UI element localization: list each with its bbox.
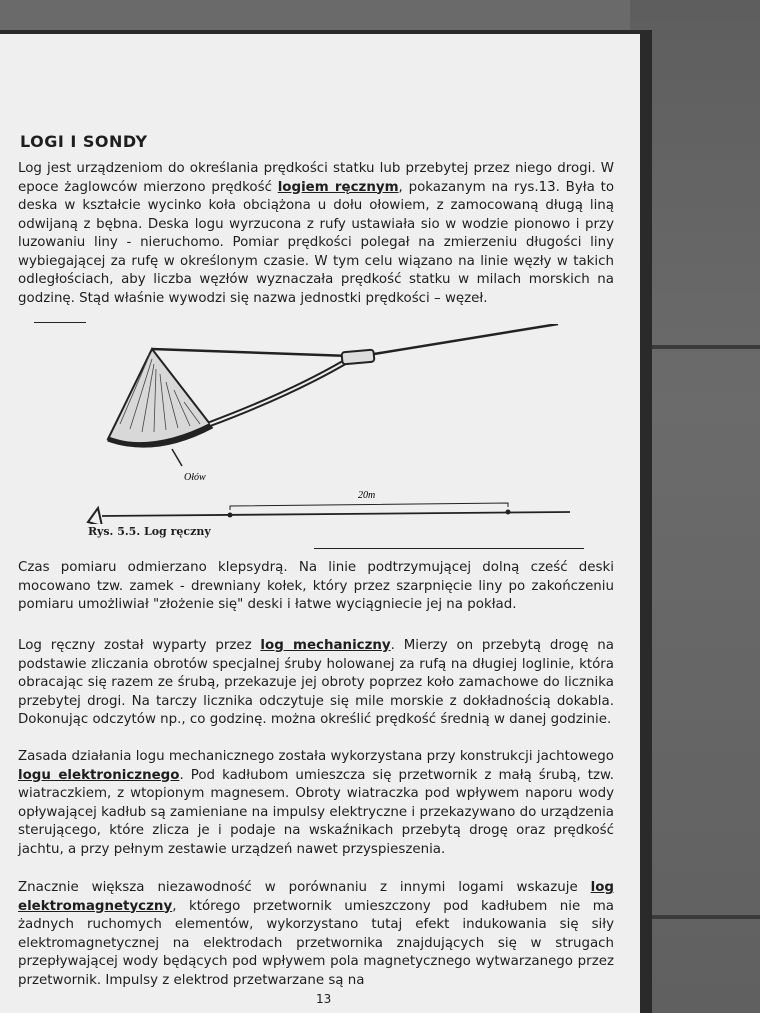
paragraph-log-elektroniczny — [18, 748, 614, 859]
term-log-elektromagnetyczny: log elektromagnetyczny — [18, 880, 614, 914]
text: Zasada działania logu mechanicznego została wykorzystana przy konstrukcji jachtowego — [18, 749, 614, 764]
term-log-elektroniczny: logu elektronicznego — [18, 767, 180, 783]
text: Znacznie większa niezawodność w porównaniu z innymi logami wskazuje — [18, 880, 591, 895]
log-line — [374, 324, 558, 354]
text: . Mierzy on przebytą drogę na podstawie zliczania obrotów specjalnej śruby holowanej za rufą na długiej loglinie, która obracając się razem ze śrubą, przekazuje jej obroty poprzez koło zamachowe do licznika przebytej drogi. Na tarczy licznika odczytuje się mile morskie z dokładnością dokabla. Dokonując odczytów np., co godzinę. można określić prędkość średnią w danej godzinie. — [18, 638, 614, 727]
log-reczny-figure — [80, 324, 580, 524]
page-number: 13 — [316, 992, 332, 1006]
background-divider — [640, 915, 760, 919]
schematic-board-icon — [88, 508, 102, 524]
section-heading: LOGI I SONDY — [20, 132, 148, 151]
paragraph-klepsydra: Czas pomiaru odmierzano klepsydrą. Na linie podtrzymującej dolną cześć deski mocowano tzw. zamek - drewniany kołek, który przez szarpnięcie liny po zakończeniu pomiaru umożliwiał "złożenie się" deski i łatwe wyciągniecie jej na pokład. — [18, 560, 614, 612]
document-page — [0, 34, 640, 1013]
caption-rule — [314, 548, 584, 549]
divider-line — [34, 322, 86, 323]
text: Log ręczny został wyparty przez — [18, 638, 261, 653]
label-lead: Ołów — [184, 472, 206, 483]
knot-mark — [506, 510, 511, 515]
background-divider — [640, 345, 760, 349]
paragraph-log-mechaniczny — [18, 637, 614, 730]
lead-pointer — [172, 449, 182, 466]
figure-caption: Rys. 5.5. Log ręczny — [88, 525, 211, 538]
text: . Pod kadłubom umieszcza się przetwornik z małą śrubą, tzw. wiatraczkiem, z wtopionym magnesem. Obroty wiatraczka pod wpływem naporu wody opływającej kadłub są zamieniane na impulsy elektryczne i przekazywano do urządzenia sterującego, które zlicza je i podaje na wskaźnikach przebytą drogę oraz prędkość jachtu, a przy pełnym zestawie urządzeń nawet przyspieszenia. — [18, 767, 614, 857]
bridle-line-bottom — [210, 362, 345, 424]
text: , pokazanym na rys.13. Była to deska w kształcie wycinko koła obciążona u dołu ołowiem, z zamocowaną długą liną odwijaną z bębna. Deska logu wyrzucona z rufy ustawiała sio w wodzie pionowo i przy luzowaniu liny - nieruchomo. Pomiar prędkości polegał na zmierzeniu długości liny wybiegającej za rufę w określonym czasie. W tym celu wiązano na linie węzły w takich odległościach, aby liczba węzłów wyznaczała prędkość statku w milach morskich na godzinę. Stąd właśnie wywodzi się nazwa jednostki prędkości – węzeł. — [18, 179, 615, 306]
distance-bracket — [230, 503, 508, 510]
term-log-reczny: logiem ręcznym — [277, 179, 399, 195]
text: , którego przetwornik umieszczony pod kadłubem nie ma żadnych ruchomych elementów, wykorzystano tutaj efekt indukowania się siły elektromagnetycznej na elektrodach przetwornika znajdujących się w strugach przepływającej wody będących pod wpływem pola magnetycznego wytwarzanego przez przetwornik. Impulsy z elektrod przetwarzane są na — [18, 898, 614, 988]
schematic-line — [102, 512, 570, 516]
term-log-mechaniczny: log mechaniczny — [260, 638, 391, 653]
log-board-shape — [108, 349, 210, 443]
label-distance: 20m — [358, 490, 376, 501]
wooden-peg — [342, 350, 375, 365]
text: Log jest urządzeniom do określania prędkości statku lub przebytej przez niego drogi. W epoce żaglowców mierzono prędkość — [18, 161, 614, 195]
paragraph-log-intro — [18, 160, 614, 308]
bridle-line-top — [152, 349, 350, 356]
paragraph-log-elektromagnetyczny — [18, 879, 614, 990]
knot-mark — [228, 513, 233, 518]
